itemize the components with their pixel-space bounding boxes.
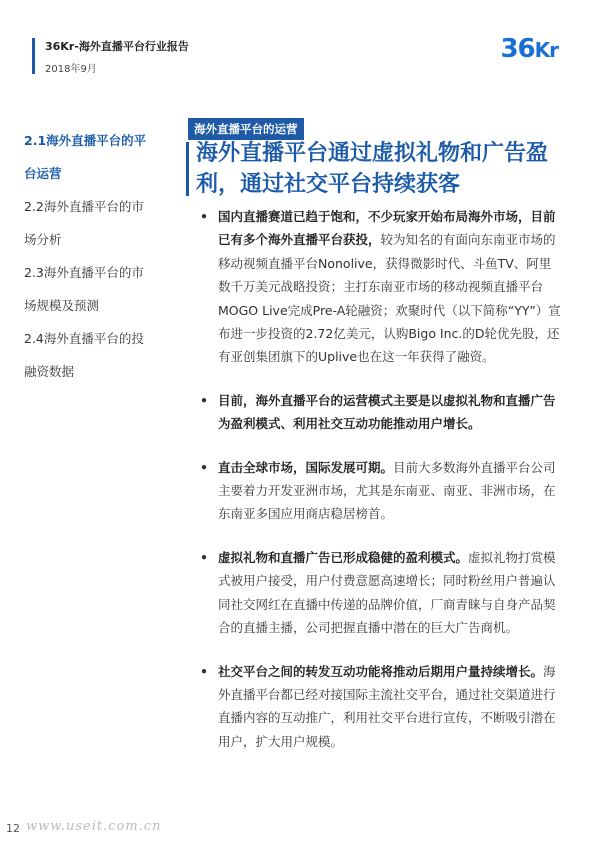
toc-item-2-2[interactable] — [24, 190, 174, 256]
toc-item-2-3[interactable] — [24, 256, 174, 322]
toc-item-line: 场分析 — [24, 232, 62, 247]
toc-item-2-1[interactable] — [24, 124, 174, 190]
bullet-list — [200, 205, 562, 773]
toc-item-line: 台运营 — [24, 166, 62, 181]
headline-accent-bar — [186, 142, 189, 196]
watermark: www.useit.com.cn — [26, 819, 162, 834]
bullet-item — [200, 546, 562, 640]
bullet-item — [200, 660, 562, 754]
header-accent-bar — [32, 38, 35, 74]
bullet-text: 虚拟礼物打赏模式被用户接受，用户付费意愿高速增长；同时粉丝用户普遍认同社交网红在直播中传递的品牌价值，厂商青睐与自身产品契合的直播主播，公司把握直播中潜在的巨大广告商机。 — [218, 549, 556, 636]
table-of-contents — [24, 124, 174, 388]
bullet-item — [200, 205, 562, 369]
bullet-bold-text: 虚拟礼物和直播广告已形成稳健的盈利模式。 — [218, 549, 469, 565]
section-tag: 海外直播平台的运营 — [188, 118, 304, 140]
page-number: 12 — [6, 822, 20, 835]
toc-item-line: 2.2海外直播平台的市 — [24, 199, 144, 214]
bullet-dot-icon: • — [200, 392, 208, 408]
toc-item-line: 场规模及预测 — [24, 298, 100, 313]
page-headline: 海外直播平台通过虚拟礼物和广告盈利，通过社交平台持续获客 — [196, 141, 549, 197]
bullet-bold-text: 直击全球市场，国际发展可期。 — [218, 459, 394, 475]
toc-item-line: 2.4海外直播平台的投 — [24, 331, 144, 346]
toc-item-line: 2.1海外直播平台的平 — [24, 133, 147, 148]
bullet-bold-text: 国内直播赛道已趋于饱和，不少玩家开始布局海外市场，目前已有多个海外直播平台获投， — [218, 209, 556, 248]
toc-item-line: 2.3海外直播平台的市 — [24, 265, 144, 280]
toc-item-2-4[interactable] — [24, 322, 174, 388]
bullet-text: 较为知名的有面向东南亚市场的移动视频直播平台Nonolive，获得微影时代、斗鱼TV、阿里数千万美元战略投资；主打东南亚市场的移动视频直播平台MOGO Live完成Pre-A轮融资；欢聚时代（以下简称“YY”）宣布进一步投资的2.72亿美元，认购Bigo Inc.的D轮优先股，还有亚创集团旗下的Uplive也在这一年获得了融资。 — [218, 232, 561, 365]
36kr-logo: 36Kr — [500, 34, 558, 64]
bullet-item — [200, 456, 562, 526]
bullet-item — [200, 389, 562, 436]
bullet-dot-icon: • — [200, 459, 208, 475]
toc-item-line: 融资数据 — [24, 364, 75, 379]
bullet-bold-text: 社交平台之间的转发互动功能将推动后期用户量持续增长。 — [218, 663, 544, 679]
bullet-text: 海外直播平台都已经对接国际主流社交平台，通过社交渠道进行直播内容的互动推广，利用社交平台进行宣传，不断吸引潜在用户，扩大用户规模。 — [218, 663, 556, 749]
report-date: 2018年9月 — [45, 64, 97, 75]
bullet-dot-icon: • — [200, 209, 208, 224]
report-title: 36Kr-海外直播平台行业报告 — [45, 40, 189, 53]
bullet-text: 目前大多数海外直播平台公司主要着力开发亚洲市场，尤其是东南亚、南亚、非洲市场，在东南亚多国应用商店稳居榜首。 — [218, 459, 556, 522]
bullet-dot-icon: • — [200, 663, 208, 679]
bullet-dot-icon: • — [200, 549, 208, 565]
bullet-bold-text: 目前，海外直播平台的运营模式主要是以虚拟礼物和直播广告为盈利模式、利用社交互动功能推动用户增长。 — [218, 392, 556, 432]
